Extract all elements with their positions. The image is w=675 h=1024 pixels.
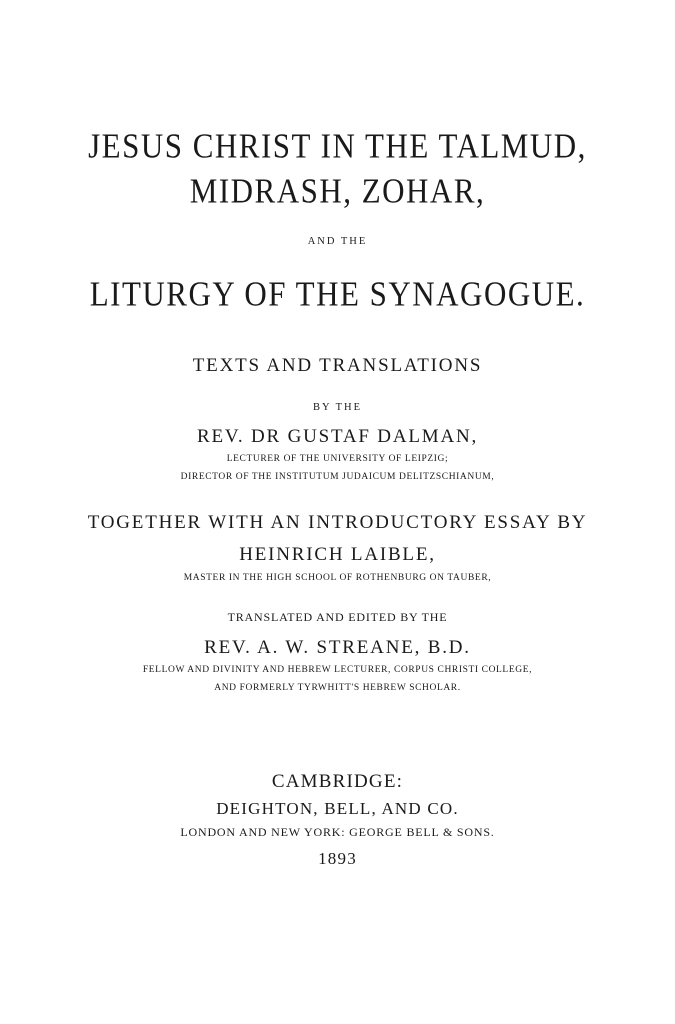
title-line-3: LITURGY OF THE SYNAGOGUE.	[89, 273, 586, 314]
and-the-text: AND THE	[307, 236, 368, 247]
essayist-name: HEINRICH LAIBLE,	[239, 544, 436, 565]
texts-and-translations: TEXTS AND TRANSLATIONS	[192, 355, 483, 376]
by-the-text: BY THE	[312, 402, 363, 413]
title-line-2: MIDRASH, ZOHAR,	[189, 170, 486, 211]
essayist-role: MASTER IN THE HIGH SCHOOL OF ROTHENBURG ON TAUBER,	[183, 573, 492, 583]
place-line: CAMBRIDGE:	[271, 771, 404, 792]
year-line: 1893	[318, 849, 357, 868]
author-role-1: LECTURER OF THE UNIVERSITY OF LEIPZIG;	[226, 454, 449, 464]
author-role-2: DIRECTOR OF THE INSTITUTUM JUDAICUM DELITZSCHIANUM,	[180, 472, 495, 482]
author-name: REV. DR GUSTAF DALMAN,	[196, 426, 479, 447]
essay-line: TOGETHER WITH AN INTRODUCTORY ESSAY BY	[87, 512, 588, 533]
publisher-line-2: LONDON AND NEW YORK: GEORGE BELL & SONS.	[180, 825, 495, 839]
translator-name: REV. A. W. STREANE, B.D.	[204, 637, 471, 658]
translator-role-2: AND FORMERLY TYRWHITT'S HEBREW SCHOLAR.	[214, 683, 461, 693]
publisher-line: DEIGHTON, BELL, AND CO.	[216, 799, 459, 818]
translated-line: TRANSLATED AND EDITED BY THE	[227, 610, 448, 624]
title-line-1: JESUS CHRIST IN THE TALMUD,	[88, 125, 587, 166]
translator-role-1: FELLOW AND DIVINITY AND HEBREW LECTURER, CORPUS CHRISTI COLLEGE,	[142, 665, 533, 675]
